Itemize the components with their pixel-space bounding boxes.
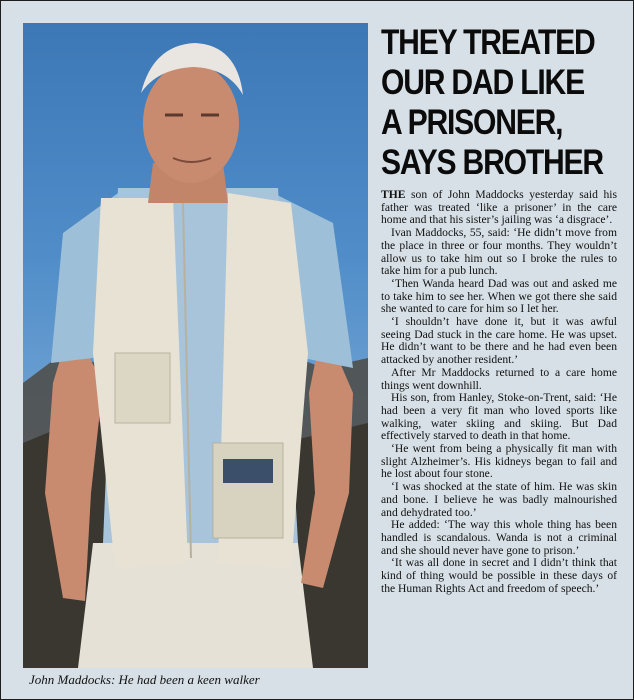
article-paragraph: Ivan Maddocks, 55, said: ‘He didn’t move from the place in three or four months. They wouldn’t allow us to take him out so I broke the rules to take him for a pub lunch. [381,226,617,278]
headline-line: THEY TREATED [381,23,595,62]
headline-line: SAYS BROTHER [381,143,603,182]
headline-line: A PRISONER, [381,103,563,142]
lead-caps: THE [381,188,406,201]
article-paragraph [381,189,617,227]
article-paragraph: ‘I shouldn’t have done it, but it was awful seeing Dad stuck in the care home. He was upset. He didn’t want to be there and he had even been attacked by another resident.’ [381,315,617,367]
article-paragraph: ‘He went from being a physically fit man with slight Alzheimer’s. His kidneys began to fail and he lost about four stone. [381,442,617,481]
article [381,23,617,596]
article-paragraph: He added: ‘The way this whole thing has been handled is scandalous. Wanda is not a criminal and she should never have gone to prison.’ [381,518,617,557]
photo-illustration [23,23,368,668]
article-paragraph: ‘It was all done in secret and I didn’t think that kind of thing would be possible in these days of the Human Rights Act and freedom of speech.’ [381,556,617,595]
article-paragraph: His son, from Hanley, Stoke-on-Trent, said: ‘He had been a very fit man who loved sports like walking, water skiing and skiing. But Dad effectively starved to death in that home. [381,391,617,443]
article-paragraph: After Mr Maddocks returned to a care home things went downhill. [381,365,617,392]
paragraph-text: son of John Maddocks yesterday said his father was treated ‘like a prisoner’ in the care home and that his sister’s jailing was ‘a disgrace’. [381,188,617,227]
photo-caption: John Maddocks: He had been a keen walker [29,672,260,687]
article-paragraph: ‘I was shocked at the state of him. He was skin and bone. I believe he was badly malnourished and dehydrated too.’ [381,480,617,519]
article-paragraph: ‘Then Wanda heard Dad was out and asked me to take him to see her. When we got there she said she wanted to care for him so I let her. [381,276,617,316]
photo-john-maddocks [23,23,368,668]
article-body [381,189,617,596]
headline [381,23,618,183]
headline-line: OUR DAD LIKE [381,63,584,102]
